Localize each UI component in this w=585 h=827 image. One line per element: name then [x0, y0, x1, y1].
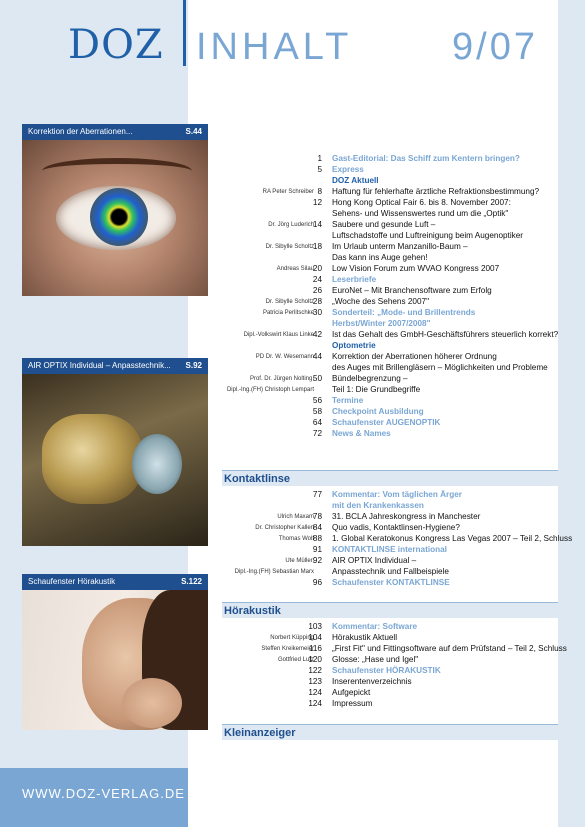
toc-row[interactable] [222, 567, 558, 577]
toc-row[interactable] [222, 242, 558, 252]
toc-page: 8 [317, 187, 322, 196]
toc-author: Andreas Silau [276, 266, 314, 272]
issue-number: 9/07 [452, 26, 538, 68]
header [0, 0, 558, 90]
machine-shape [42, 414, 142, 504]
toc-title: Impressum [332, 699, 373, 708]
section-hoerakustik: Hörakustik [222, 602, 558, 618]
toc-author: Dipl.-Volkswirt Klaus Linke [243, 332, 314, 338]
toc-author: Dipl.-Ing.(FH) Sebastian Marx [234, 569, 314, 575]
toc-title: Gast-Editorial: Das Schiff zum Kentern bringen? [332, 154, 520, 163]
teaser-label: AIR OPTIX Individual – Anpasstechnik... [28, 361, 171, 370]
toc-page: 124 [308, 688, 322, 697]
toc-page: 77 [312, 490, 322, 499]
toc-title: Aufgepickt [332, 688, 371, 697]
toc-row[interactable] [222, 418, 558, 428]
toc-row[interactable] [222, 297, 558, 307]
teaser-bar [22, 124, 208, 140]
toc-title: Ist das Gehalt des GmbH-Geschäftsführers steuerlich korrekt? [332, 330, 559, 339]
toc-title: Kommentar: Software [332, 622, 418, 631]
toc-page: 64 [312, 418, 322, 427]
toc-page: 104 [308, 633, 322, 642]
toc-title: Optometrie [332, 341, 376, 350]
toc-page: 50 [312, 374, 322, 383]
toc-row[interactable] [222, 666, 558, 676]
toc-author: RA Peter Schreiber [262, 189, 314, 195]
toc-row[interactable] [222, 556, 558, 566]
toc-author: Thomas Wolf [278, 536, 314, 542]
toc-row[interactable] [222, 407, 558, 417]
toc-row[interactable] [222, 319, 558, 329]
toc-author: Prof. Dr. Jürgen Nolting, [249, 376, 314, 382]
teaser-air-optix[interactable] [22, 358, 208, 546]
toc-page: 14 [312, 220, 322, 229]
toc-page: 72 [312, 429, 322, 438]
toc-title: News & Names [332, 429, 391, 438]
toc-title: Korrektion der Aberrationen höherer Ordnung [332, 352, 497, 361]
toc-row[interactable] [222, 699, 558, 709]
toc-title: Schaufenster AUGENOPTIK [332, 418, 441, 427]
teaser-page: S.44 [185, 127, 202, 136]
toc-title: „First Fit" und Fittingsoftware auf dem Prüfstand – Teil 2, Schluss [332, 644, 567, 653]
toc-title: Leserbriefe [332, 275, 377, 284]
section-kontaktlinse: Kontaktlinse [222, 470, 558, 486]
toc-author: Dr. Jörg Luderich [268, 222, 314, 228]
toc-title: EuroNet – Mit Branchensoftware zum Erfolg [332, 286, 492, 295]
toc-page: 116 [308, 644, 322, 653]
toc-title: Luftschadstoffe und Luftreinigung beim Augenoptiker [332, 231, 524, 240]
teaser-bar [22, 574, 208, 590]
toc-author: PD Dr. W. Wesemann [255, 354, 314, 360]
toc-page: 56 [312, 396, 322, 405]
toc-row[interactable] [222, 330, 558, 340]
toc-title: Im Urlaub unterm Manzanillo-Baum – [332, 242, 468, 251]
toc-row[interactable] [222, 165, 558, 175]
toc-row[interactable] [222, 688, 558, 698]
toc-page: 91 [312, 545, 322, 554]
lathe-photo [22, 374, 208, 546]
toc-row[interactable] [222, 275, 558, 285]
toc-row[interactable] [222, 209, 558, 219]
toc-author: Patricia Perlitschke [262, 310, 314, 316]
toc-title: Haftung für fehlerhafte ärztliche Refraktionsbestimmung? [332, 187, 540, 196]
section-kleinanzeiger: Kleinanzeiger [222, 724, 558, 740]
toc-row[interactable] [222, 154, 558, 164]
toc-title: Teil 1: Die Grundbegriffe [332, 385, 421, 394]
toc-page: 28 [312, 297, 322, 306]
toc-row[interactable] [222, 633, 558, 643]
toc-row[interactable] [222, 545, 558, 555]
toc-row[interactable] [222, 396, 558, 406]
hand-shape [122, 678, 182, 728]
toc-row[interactable] [222, 501, 558, 511]
toc-row[interactable] [222, 644, 567, 654]
iris-shape [90, 188, 148, 246]
lens-shape [132, 434, 182, 494]
toc-page: 103 [308, 622, 322, 631]
right-strip [558, 0, 585, 827]
teaser-hoerakustik[interactable] [22, 574, 208, 730]
toc-page: 88 [312, 534, 322, 543]
toc-title: Schaufenster KONTAKTLINSE [332, 578, 450, 587]
toc-row[interactable] [222, 490, 558, 500]
toc-row[interactable] [222, 286, 558, 296]
toc-row[interactable] [222, 655, 558, 665]
toc-page: 84 [312, 523, 322, 532]
teaser-bar [22, 358, 208, 374]
toc-title: Low Vision Forum zum WVAO Kongress 2007 [332, 264, 500, 273]
toc-title: 31. BCLA Jahreskongress in Manchester [332, 512, 481, 521]
toc-page: 24 [312, 275, 322, 284]
toc-title: Sonderteil: „Mode- und Brillentrends [332, 308, 476, 317]
toc-author: Dr. Sibylle Scholtz [265, 244, 314, 250]
toc-row[interactable] [222, 220, 558, 230]
toc-row[interactable] [222, 187, 558, 197]
toc-row[interactable] [222, 622, 558, 632]
toc-title: Termine [332, 396, 364, 405]
toc-title: Glosse: „Hase und Igel" [332, 655, 419, 664]
toc-title: Das kann ins Auge gehen! [332, 253, 428, 262]
toc-row[interactable] [222, 677, 558, 687]
toc-title: Kommentar: Vom täglichen Ärger [332, 490, 462, 499]
toc-row[interactable] [222, 429, 558, 439]
toc-page: 42 [312, 330, 322, 339]
toc-author: Norbert Küpping [270, 635, 314, 641]
toc-title: Quo vadis, Kontaktlinsen-Hygiene? [332, 523, 460, 532]
toc-page: 20 [312, 264, 322, 273]
toc-row[interactable] [222, 198, 558, 208]
toc-row[interactable] [222, 352, 558, 362]
toc-row[interactable] [222, 534, 573, 544]
toc-row[interactable] [222, 253, 558, 263]
toc-row[interactable] [222, 231, 558, 241]
teaser-page: S.122 [181, 577, 202, 586]
toc-row[interactable] [222, 308, 558, 318]
brand-logo: DOZ [68, 22, 164, 68]
toc-author: Dr. Sibylle Scholtz [265, 299, 314, 305]
toc-title: AIR OPTIX Individual – [332, 556, 417, 565]
toc-page: 18 [312, 242, 322, 251]
toc-row[interactable] [222, 363, 558, 373]
toc-page: 44 [312, 352, 322, 361]
toc-title: Hörakustik Aktuell [332, 633, 398, 642]
toc-title: Schaufenster HÖRAKUSTIK [332, 666, 441, 675]
hearing-photo [22, 590, 208, 730]
toc-title: Bündelbegrenzung – [332, 374, 408, 383]
toc-title: Express [332, 165, 364, 174]
toc-page: 26 [312, 286, 322, 295]
header-divider [183, 0, 186, 66]
toc-page: 96 [312, 578, 322, 587]
toc-author: Ute Müller, [285, 558, 314, 564]
toc-author: Dr. Christopher Kallen [255, 525, 314, 531]
toc-title: Herbst/Winter 2007/2008" [332, 319, 431, 328]
toc-author: Gottfried Lutz [277, 657, 314, 663]
teaser-aberration[interactable] [22, 124, 208, 296]
teaser-label: Korrektion der Aberrationen... [28, 127, 133, 136]
eyebrow-shape [42, 158, 192, 184]
toc-title: DOZ Aktuell [332, 176, 379, 185]
page-title: INHALT [196, 26, 353, 68]
toc-page: 124 [308, 699, 322, 708]
toc-page: 122 [308, 666, 322, 675]
toc-page: 92 [312, 556, 322, 565]
teaser-label: Schaufenster Hörakustik [28, 577, 116, 586]
toc-row[interactable] [222, 523, 558, 533]
toc-page: 12 [312, 198, 322, 207]
toc-author: Steffen Kreikemeier [261, 646, 314, 652]
toc-author: Dipl.-Ing.(FH) Christoph Lempart [226, 387, 314, 393]
toc-page: 5 [317, 165, 322, 174]
toc-row[interactable] [222, 176, 558, 186]
toc-title: Anpasstechnik und Fallbeispiele [332, 567, 449, 576]
toc-page: 30 [312, 308, 322, 317]
toc-title: Saubere und gesunde Luft – [332, 220, 436, 229]
website-link[interactable]: WWW.DOZ-VERLAG.DE [22, 786, 185, 801]
toc-author: Ulrich Maxam [277, 514, 314, 520]
toc-title: Sehens- und Wissenswertes rund um die „Optik" [332, 209, 509, 218]
toc-row[interactable] [222, 385, 558, 395]
toc-title: KONTAKTLINSE international [332, 545, 447, 554]
toc-page: 78 [312, 512, 322, 521]
toc-page: 58 [312, 407, 322, 416]
toc-title: Checkpoint Ausbildung [332, 407, 424, 416]
toc-row[interactable] [222, 341, 558, 351]
toc-row[interactable] [222, 374, 558, 384]
toc-title: des Auges mit Brillengläsern – Möglichkeiten und Probleme [332, 363, 548, 372]
toc-page: 1 [317, 154, 322, 163]
toc-title: Hong Kong Optical Fair 6. bis 8. November 2007: [332, 198, 511, 207]
toc-title: 1. Global Keratokonus Kongress Las Vegas 2007 – Teil 2, Schluss [332, 534, 573, 543]
eye-photo [22, 140, 208, 296]
toc-page: 120 [308, 655, 322, 664]
toc-row[interactable] [222, 578, 558, 588]
toc-row[interactable] [222, 512, 558, 522]
toc-row[interactable] [222, 264, 558, 274]
teaser-page: S.92 [185, 361, 202, 370]
toc-title: Inserentenverzeichnis [332, 677, 412, 686]
toc-title: mit den Krankenkassen [332, 501, 424, 510]
toc-title: „Woche des Sehens 2007" [332, 297, 429, 306]
toc-page: 123 [308, 677, 322, 686]
